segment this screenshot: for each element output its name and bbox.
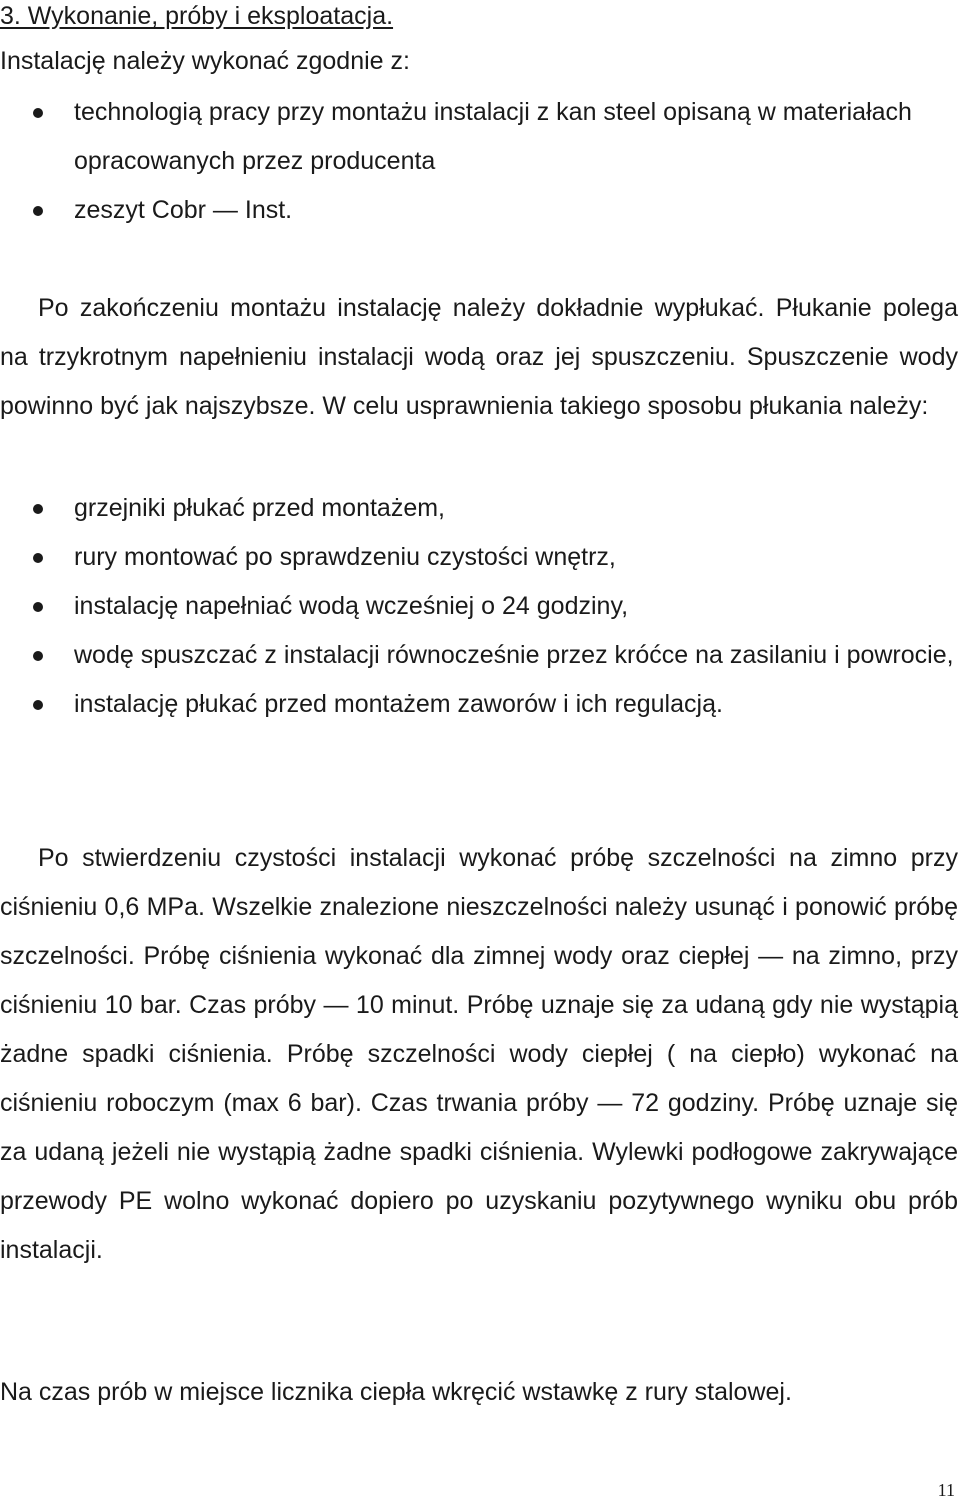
bullet-icon — [33, 206, 43, 216]
list-item-text: rury montować po sprawdzeniu czystości wnętrz, — [74, 543, 616, 571]
requirements-list — [0, 88, 958, 235]
list-item-text: grzejniki płukać przed montażem, — [74, 494, 445, 522]
flushing-steps-list — [0, 484, 958, 729]
list-item-text: wodę spuszczać z instalacji równocześnie przez króćce na zasilaniu i powrocie, — [74, 641, 954, 669]
bullet-icon — [33, 700, 43, 710]
bullet-icon — [33, 504, 43, 514]
list-item — [0, 680, 958, 729]
list-item-text: instalację płukać przed montażem zaworów i ich regulacją. — [74, 690, 723, 718]
list-item — [0, 631, 958, 680]
bullet-icon — [33, 651, 43, 661]
page-number: 11 — [937, 1480, 955, 1500]
list-item — [0, 186, 958, 235]
flushing-paragraph — [0, 284, 958, 431]
pressure-test-paragraph-text: Po stwierdzeniu czystości instalacji wykonać próbę szczelności na zimno przy ciśnieniu 0,6 MPa. Wszelkie znalezione nieszczelności należy usunąć i ponowić próbę szczelności. Próbę ciśnienia wykonać dla zimnej wody oraz ciepłej — na zimno, przy ciśnieniu 10 bar. Czas próby — 10 minut. Próbę uznaje się za udaną gdy nie wystąpią żadne spadki ciśnienia. Próbę szczelności wody ciepłej ( na ciepło) wykonać na ciśnieniu roboczym (max 6 bar). Czas trwania próby — 72 godziny. Próbę uznaje się za udaną jeżeli nie wystąpią żadne spadki ciśnienia. Wylewki podłogowe zakrywające przewody PE wolno wykonać dopiero po uzyskaniu pozytywnego wyniku obu prób instalacji. — [0, 844, 958, 1264]
section-intro: Instalację należy wykonać zgodnie z: — [0, 47, 410, 75]
bullet-icon — [33, 108, 43, 118]
heat-meter-note: Na czas prób w miejsce licznika ciepła wkręcić wstawkę z rury stalowej. — [0, 1378, 792, 1406]
flushing-paragraph-text: Po zakończeniu montażu instalację należy dokładnie wypłukać. Płukanie polega na trzykrotnym napełnieniu instalacji wodą oraz jej spuszczeniu. Spuszczenie wody powinno być jak najszybsze. W celu usprawnienia takiego sposobu płukania należy: — [0, 294, 958, 420]
list-item-text: zeszyt Cobr — Inst. — [74, 196, 293, 224]
list-item — [0, 582, 958, 631]
list-item — [0, 533, 958, 582]
bullet-icon — [33, 602, 43, 612]
list-item — [0, 484, 958, 533]
list-item — [0, 88, 958, 186]
list-item-text: instalację napełniać wodą wcześniej o 24 godziny, — [74, 592, 629, 620]
bullet-icon — [33, 553, 43, 563]
list-item-text: technologią pracy przy montażu instalacji z kan steel opisaną w materiałach opracowanych przez producenta — [74, 98, 912, 175]
pressure-test-paragraph — [0, 834, 958, 1275]
section-heading: 3. Wykonanie, próby i eksploatacja. — [0, 2, 394, 30]
